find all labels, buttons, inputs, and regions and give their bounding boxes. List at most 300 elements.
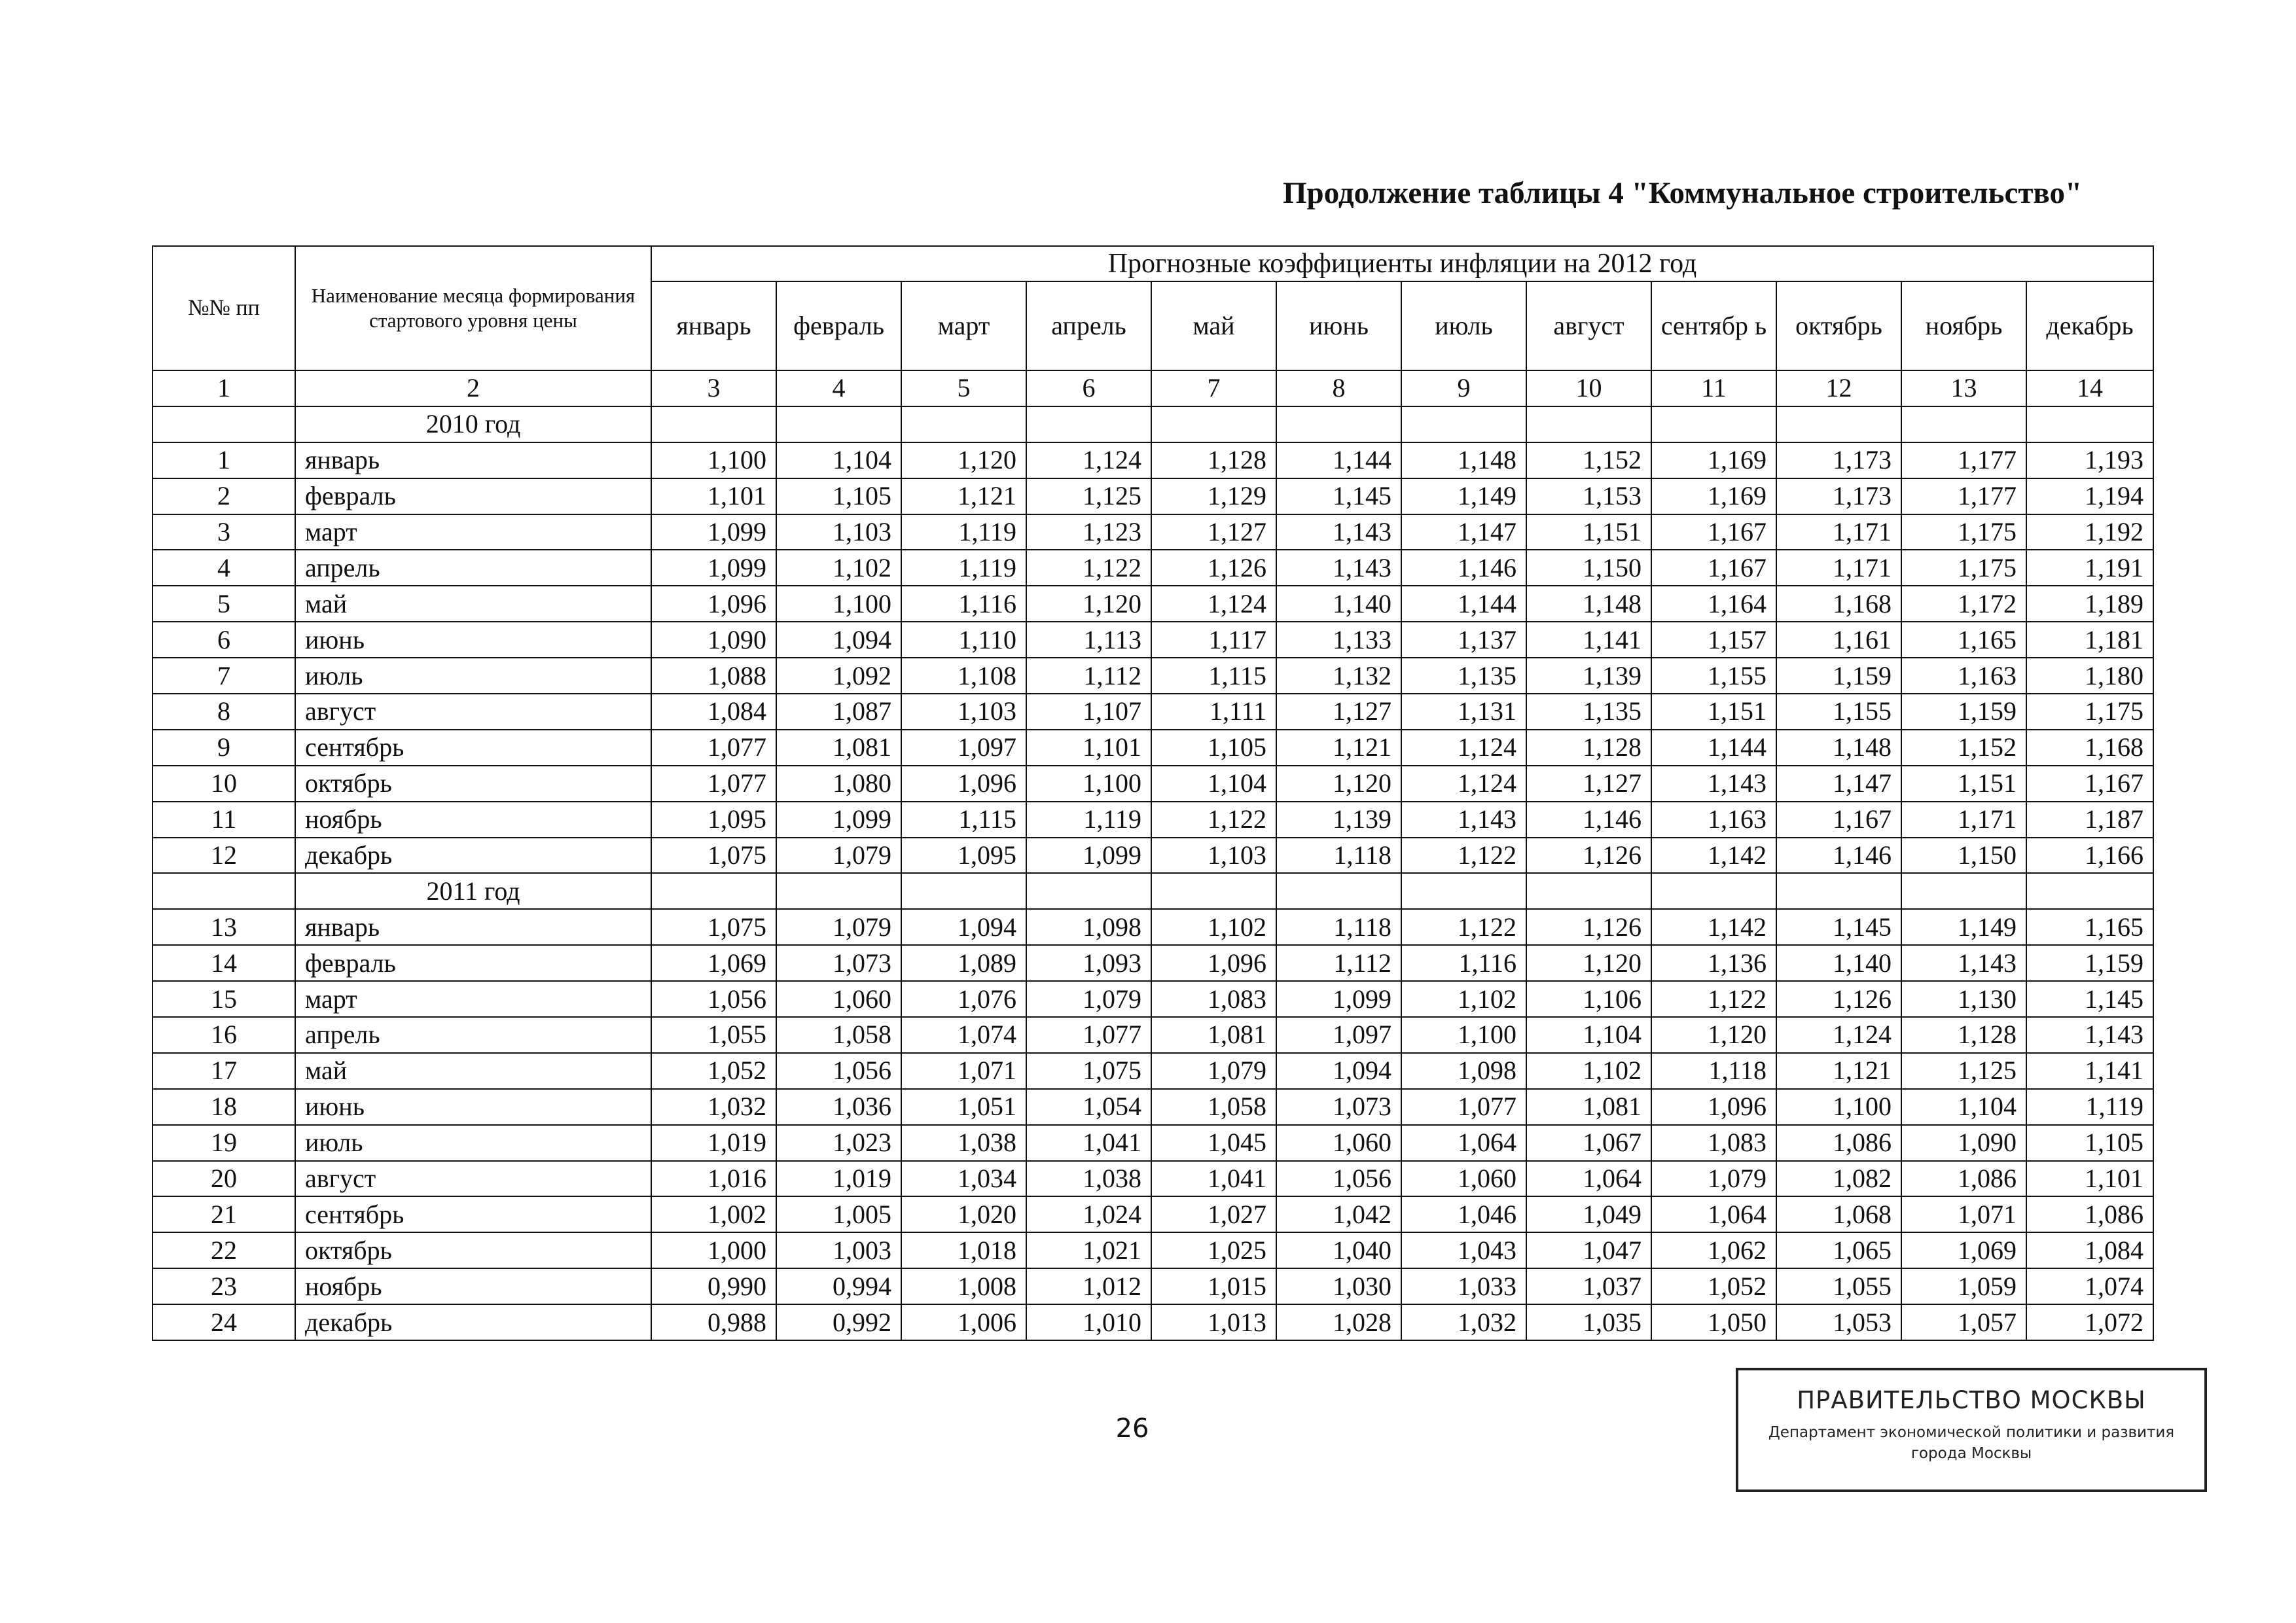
coefficient-cell: 1,034	[901, 1161, 1026, 1197]
coefficient-cell: 1,040	[1276, 1232, 1401, 1268]
coefficient-cell: 1,159	[1901, 694, 2026, 730]
coefficient-cell: 1,123	[1026, 514, 1151, 550]
row-month-name: март	[295, 514, 651, 550]
empty-cell	[1651, 873, 1776, 909]
row-month-name: сентябрь	[295, 730, 651, 766]
row-month-name: декабрь	[295, 838, 651, 874]
coefficient-cell: 1,092	[776, 658, 901, 694]
coefficient-cell: 1,035	[1526, 1304, 1651, 1340]
coefficient-cell: 1,030	[1276, 1268, 1401, 1304]
coefficient-cell: 1,081	[776, 730, 901, 766]
table-row	[152, 1053, 2153, 1089]
coefficient-cell: 1,152	[1901, 730, 2026, 766]
coefficient-cell: 1,060	[776, 981, 901, 1017]
coefficient-cell: 1,151	[1901, 766, 2026, 802]
coefficient-cell: 1,127	[1151, 514, 1276, 550]
coefficient-cell: 1,084	[2026, 1232, 2153, 1268]
coefficient-cell: 1,167	[1651, 514, 1776, 550]
coefficient-cell: 1,038	[901, 1125, 1026, 1161]
coefficient-cell: 1,033	[1401, 1268, 1526, 1304]
coefficient-cell: 1,146	[1526, 802, 1651, 838]
row-number: 10	[152, 766, 295, 802]
empty-cell	[1526, 873, 1651, 909]
coefficient-cell: 1,149	[1401, 478, 1526, 514]
coefficient-cell: 1,171	[1776, 514, 1901, 550]
row-number: 11	[152, 802, 295, 838]
coefficient-cell: 1,139	[1276, 802, 1401, 838]
table-row	[152, 1125, 2153, 1161]
row-number: 23	[152, 1268, 295, 1304]
coefficient-cell: 1,128	[1526, 730, 1651, 766]
coefficient-cell: 1,121	[901, 478, 1026, 514]
document-title: Продолжение таблицы 4 "Коммунальное строительство"	[1283, 176, 2083, 210]
row-number: 20	[152, 1161, 295, 1197]
row-number: 14	[152, 945, 295, 981]
coefficient-cell: 1,112	[1276, 945, 1401, 981]
coefficient-cell: 1,147	[1401, 514, 1526, 550]
row-number: 24	[152, 1304, 295, 1340]
table-row	[152, 730, 2153, 766]
coefficient-cell: 1,165	[1901, 622, 2026, 658]
coefficient-cell: 1,148	[1526, 586, 1651, 622]
coefficient-cell: 1,081	[1526, 1089, 1651, 1125]
empty-cell	[152, 873, 295, 909]
coefficient-cell: 1,120	[1651, 1017, 1776, 1053]
row-number: 6	[152, 622, 295, 658]
coefficient-cell: 1,015	[1151, 1268, 1276, 1304]
coefficient-cell: 1,159	[2026, 945, 2153, 981]
coefficient-cell: 1,043	[1401, 1232, 1526, 1268]
coefficient-cell: 1,076	[901, 981, 1026, 1017]
coefficient-cell: 1,124	[1401, 730, 1526, 766]
coefficient-cell: 1,096	[901, 766, 1026, 802]
coefficient-cell: 1,121	[1776, 1053, 1901, 1089]
empty-cell	[1026, 406, 1151, 442]
coefficient-cell: 1,169	[1651, 442, 1776, 478]
empty-cell	[1151, 406, 1276, 442]
coefficient-cell: 1,016	[651, 1161, 776, 1197]
coefficient-cell: 1,069	[651, 945, 776, 981]
coefficient-cell: 1,189	[2026, 586, 2153, 622]
coefficient-cell: 1,126	[1526, 838, 1651, 874]
row-number: 9	[152, 730, 295, 766]
coefficient-cell: 1,125	[1026, 478, 1151, 514]
coefficient-cell: 1,191	[2026, 550, 2153, 586]
coefficient-cell: 1,141	[1526, 622, 1651, 658]
table-row	[152, 658, 2153, 694]
coefficient-cell: 1,146	[1776, 838, 1901, 874]
coefficient-cell: 1,161	[1776, 622, 1901, 658]
coefficient-cell: 1,120	[1026, 586, 1151, 622]
table-row	[152, 1232, 2153, 1268]
coefficient-cell: 1,013	[1151, 1304, 1276, 1340]
coefficient-cell: 1,120	[1526, 945, 1651, 981]
coefficient-cell: 1,122	[1401, 909, 1526, 945]
table-row	[152, 981, 2153, 1017]
column-number-cell: 12	[1776, 370, 1901, 406]
coefficient-cell: 1,098	[1026, 909, 1151, 945]
row-number: 5	[152, 586, 295, 622]
coefficient-cell: 1,145	[1776, 909, 1901, 945]
empty-cell	[1026, 873, 1151, 909]
coefficient-cell: 1,126	[1776, 981, 1901, 1017]
table-row	[152, 586, 2153, 622]
coefficient-cell: 1,099	[651, 514, 776, 550]
coefficient-cell: 1,087	[776, 694, 901, 730]
coefficient-cell: 1,100	[776, 586, 901, 622]
coefficient-cell: 1,045	[1151, 1125, 1276, 1161]
coefficient-cell: 1,116	[1401, 945, 1526, 981]
empty-cell	[901, 873, 1026, 909]
coefficient-cell: 1,140	[1776, 945, 1901, 981]
table-row	[152, 1089, 2153, 1125]
empty-cell	[1276, 406, 1401, 442]
coefficient-cell: 1,056	[1276, 1161, 1401, 1197]
year-row	[152, 873, 2153, 909]
coefficient-cell: 1,143	[1401, 802, 1526, 838]
coefficient-cell: 1,058	[776, 1017, 901, 1053]
coefficient-cell: 1,058	[1151, 1089, 1276, 1125]
coefficient-cell: 1,122	[1026, 550, 1151, 586]
coefficient-cell: 1,131	[1401, 694, 1526, 730]
coefficient-cell: 1,135	[1526, 694, 1651, 730]
coefficient-cell: 1,082	[1776, 1161, 1901, 1197]
table-row	[152, 694, 2153, 730]
coefficient-cell: 1,097	[901, 730, 1026, 766]
coefficient-cell: 1,105	[776, 478, 901, 514]
coefficient-cell: 1,100	[1401, 1017, 1526, 1053]
coefficient-cell: 1,139	[1526, 658, 1651, 694]
coefficient-cell: 1,175	[1901, 550, 2026, 586]
coefficient-cell: 1,057	[1901, 1304, 2026, 1340]
coefficient-cell: 1,104	[1901, 1089, 2026, 1125]
coefficient-cell: 1,080	[776, 766, 901, 802]
coefficient-cell: 1,077	[1026, 1017, 1151, 1053]
table-row	[152, 1017, 2153, 1053]
coefficient-cell: 1,072	[2026, 1304, 2153, 1340]
table-row	[152, 945, 2153, 981]
row-month-name: апрель	[295, 550, 651, 586]
col-month-name-header: Наименование месяца формирования стартового уровня цены	[295, 246, 651, 370]
empty-cell	[1401, 873, 1526, 909]
empty-cell	[1526, 406, 1651, 442]
coefficient-cell: 1,028	[1276, 1304, 1401, 1340]
coefficient-cell: 1,099	[776, 802, 901, 838]
row-month-name: май	[295, 586, 651, 622]
coefficient-cell: 1,120	[901, 442, 1026, 478]
coefficient-cell: 1,021	[1026, 1232, 1151, 1268]
coefficient-cell: 1,108	[901, 658, 1026, 694]
coefficient-cell: 1,010	[1026, 1304, 1151, 1340]
row-number: 3	[152, 514, 295, 550]
table-row	[152, 1196, 2153, 1232]
inflation-coefficients-table	[152, 245, 2154, 1341]
column-number-cell: 9	[1401, 370, 1526, 406]
coefficient-cell: 1,069	[1901, 1232, 2026, 1268]
empty-cell	[1776, 873, 1901, 909]
coefficient-cell: 1,067	[1526, 1125, 1651, 1161]
coefficient-cell: 1,041	[1026, 1125, 1151, 1161]
coefficient-cell: 1,145	[2026, 981, 2153, 1017]
table-row	[152, 802, 2153, 838]
coefficient-cell: 1,166	[2026, 838, 2153, 874]
coefficient-cell: 1,141	[2026, 1053, 2153, 1089]
coefficient-cell: 1,147	[1776, 766, 1901, 802]
table-row	[152, 1161, 2153, 1197]
row-month-name: октябрь	[295, 1232, 651, 1268]
row-number: 2	[152, 478, 295, 514]
coefficient-cell: 1,164	[1651, 586, 1776, 622]
column-number-cell: 6	[1026, 370, 1151, 406]
coefficient-cell: 1,097	[1276, 1017, 1401, 1053]
coefficient-cell: 1,090	[1901, 1125, 2026, 1161]
coefficient-cell: 1,079	[776, 909, 901, 945]
coefficient-cell: 1,102	[1526, 1053, 1651, 1089]
coefficient-cell: 1,005	[776, 1196, 901, 1232]
coefficient-cell: 1,104	[1151, 766, 1276, 802]
coefficient-cell: 1,143	[1651, 766, 1776, 802]
row-number: 15	[152, 981, 295, 1017]
coefficient-cell: 1,079	[1151, 1053, 1276, 1089]
coefficient-cell: 1,118	[1276, 909, 1401, 945]
coefficient-cell: 1,086	[2026, 1196, 2153, 1232]
table-row	[152, 550, 2153, 586]
coefficient-cell: 1,106	[1526, 981, 1651, 1017]
row-month-name: октябрь	[295, 766, 651, 802]
coefficient-cell: 1,136	[1651, 945, 1776, 981]
coefficient-cell: 1,071	[1901, 1196, 2026, 1232]
column-number-cell: 5	[901, 370, 1026, 406]
coefficient-cell: 1,059	[1901, 1268, 2026, 1304]
coefficient-cell: 1,102	[1401, 981, 1526, 1017]
month-header: февраль	[776, 281, 901, 370]
coefficient-cell: 1,073	[776, 945, 901, 981]
month-header: ноябрь	[1901, 281, 2026, 370]
year-label: 2011 год	[295, 873, 651, 909]
coefficient-cell: 1,155	[1651, 658, 1776, 694]
column-number-cell: 11	[1651, 370, 1776, 406]
table-row	[152, 838, 2153, 874]
month-header: май	[1151, 281, 1276, 370]
column-number-cell: 4	[776, 370, 901, 406]
coefficient-cell: 1,129	[1151, 478, 1276, 514]
row-number: 13	[152, 909, 295, 945]
coefficient-cell: 1,175	[1901, 514, 2026, 550]
column-number-cell: 8	[1276, 370, 1401, 406]
coefficient-cell: 1,077	[1401, 1089, 1526, 1125]
group-header: Прогнозные коэффициенты инфляции на 2012 год	[651, 246, 2153, 281]
coefficient-cell: 1,056	[776, 1053, 901, 1089]
coefficient-cell: 1,096	[651, 586, 776, 622]
coefficient-cell: 1,127	[1276, 694, 1401, 730]
row-month-name: июль	[295, 658, 651, 694]
coefficient-cell: 1,081	[1151, 1017, 1276, 1053]
coefficient-cell: 1,124	[1151, 586, 1276, 622]
coefficient-cell: 1,146	[1401, 550, 1526, 586]
coefficient-cell: 1,055	[651, 1017, 776, 1053]
coefficient-cell: 1,049	[1526, 1196, 1651, 1232]
coefficient-cell: 1,155	[1776, 694, 1901, 730]
empty-cell	[901, 406, 1026, 442]
coefficient-cell: 1,119	[1026, 802, 1151, 838]
coefficient-cell: 1,124	[1401, 766, 1526, 802]
empty-cell	[2026, 873, 2153, 909]
coefficient-cell: 1,130	[1901, 981, 2026, 1017]
coefficient-cell: 1,099	[1276, 981, 1401, 1017]
coefficient-cell: 1,105	[1151, 730, 1276, 766]
coefficient-cell: 1,192	[2026, 514, 2153, 550]
empty-cell	[1276, 873, 1401, 909]
coefficient-cell: 1,090	[651, 622, 776, 658]
coefficient-cell: 1,012	[1026, 1268, 1151, 1304]
coefficient-cell: 1,102	[1151, 909, 1276, 945]
coefficient-cell: 1,150	[1901, 838, 2026, 874]
coefficient-cell: 1,122	[1651, 981, 1776, 1017]
table-body	[152, 370, 2153, 1340]
coefficient-cell: 1,181	[2026, 622, 2153, 658]
coefficient-cell: 1,003	[776, 1232, 901, 1268]
coefficient-cell: 1,096	[1151, 945, 1276, 981]
coefficient-cell: 1,193	[2026, 442, 2153, 478]
row-month-name: июль	[295, 1125, 651, 1161]
coefficient-cell: 1,099	[651, 550, 776, 586]
coefficient-cell: 1,169	[1651, 478, 1776, 514]
coefficient-cell: 1,079	[1651, 1161, 1776, 1197]
coefficient-cell: 1,095	[901, 838, 1026, 874]
coefficient-cell: 1,171	[1776, 550, 1901, 586]
coefficient-cell: 1,159	[1776, 658, 1901, 694]
table-row	[152, 909, 2153, 945]
coefficient-cell: 1,142	[1651, 909, 1776, 945]
coefficient-cell: 1,151	[1526, 514, 1651, 550]
coefficient-cell: 1,126	[1526, 909, 1651, 945]
coefficient-cell: 1,023	[776, 1125, 901, 1161]
table-row	[152, 622, 2153, 658]
coefficient-cell: 1,124	[1026, 442, 1151, 478]
row-month-name: август	[295, 1161, 651, 1197]
coefficient-cell: 1,124	[1776, 1017, 1901, 1053]
coefficient-cell: 1,103	[776, 514, 901, 550]
coefficient-cell: 1,120	[1276, 766, 1401, 802]
coefficient-cell: 1,053	[1776, 1304, 1901, 1340]
coefficient-cell: 1,038	[1026, 1161, 1151, 1197]
coefficient-cell: 1,086	[1901, 1161, 2026, 1197]
empty-cell	[1901, 873, 2026, 909]
coefficient-cell: 1,052	[651, 1053, 776, 1089]
empty-cell	[1776, 406, 1901, 442]
coefficient-cell: 1,167	[2026, 766, 2153, 802]
coefficient-cell: 1,075	[651, 909, 776, 945]
table-row	[152, 766, 2153, 802]
coefficient-cell: 1,006	[901, 1304, 1026, 1340]
row-number: 1	[152, 442, 295, 478]
coefficient-cell: 1,083	[1151, 981, 1276, 1017]
row-month-name: февраль	[295, 478, 651, 514]
coefficient-cell: 1,079	[1026, 981, 1151, 1017]
coefficient-cell: 1,027	[1151, 1196, 1276, 1232]
coefficient-cell: 1,094	[901, 909, 1026, 945]
coefficient-cell: 1,052	[1651, 1268, 1776, 1304]
coefficient-cell: 1,177	[1901, 478, 2026, 514]
coefficient-cell: 1,060	[1401, 1161, 1526, 1197]
coefficient-cell: 1,128	[1901, 1017, 2026, 1053]
coefficient-cell: 1,119	[901, 550, 1026, 586]
coefficient-cell: 1,020	[901, 1196, 1026, 1232]
coefficient-cell: 1,104	[776, 442, 901, 478]
coefficient-cell: 1,180	[2026, 658, 2153, 694]
coefficient-cell: 1,194	[2026, 478, 2153, 514]
row-number: 17	[152, 1053, 295, 1089]
coefficient-cell: 1,036	[776, 1089, 901, 1125]
empty-cell	[1151, 873, 1276, 909]
coefficient-cell: 1,163	[1651, 802, 1776, 838]
coefficient-cell: 1,019	[651, 1125, 776, 1161]
column-number-cell: 14	[2026, 370, 2153, 406]
coefficient-cell: 1,173	[1776, 478, 1901, 514]
coefficient-cell: 1,163	[1901, 658, 2026, 694]
empty-cell	[1651, 406, 1776, 442]
coefficient-cell: 1,107	[1026, 694, 1151, 730]
coefficient-cell: 1,104	[1526, 1017, 1651, 1053]
row-month-name: май	[295, 1053, 651, 1089]
coefficient-cell: 1,086	[1776, 1125, 1901, 1161]
coefficient-cell: 0,990	[651, 1268, 776, 1304]
column-number-cell: 10	[1526, 370, 1651, 406]
coefficient-cell: 1,062	[1651, 1232, 1776, 1268]
month-header: январь	[651, 281, 776, 370]
row-month-name: август	[295, 694, 651, 730]
coefficient-cell: 1,103	[901, 694, 1026, 730]
coefficient-cell: 1,144	[1651, 730, 1776, 766]
row-number: 4	[152, 550, 295, 586]
coefficient-cell: 1,118	[1651, 1053, 1776, 1089]
coefficient-cell: 1,172	[1901, 586, 2026, 622]
coefficient-cell: 1,151	[1651, 694, 1776, 730]
coefficient-cell: 1,143	[2026, 1017, 2153, 1053]
coefficient-cell: 1,064	[1526, 1161, 1651, 1197]
coefficient-cell: 1,118	[1276, 838, 1401, 874]
coefficient-cell: 1,157	[1651, 622, 1776, 658]
coefficient-cell: 1,119	[2026, 1089, 2153, 1125]
month-header: октябрь	[1776, 281, 1901, 370]
empty-cell	[2026, 406, 2153, 442]
row-month-name: сентябрь	[295, 1196, 651, 1232]
coefficient-cell: 1,084	[651, 694, 776, 730]
table-row	[152, 514, 2153, 550]
coefficient-cell: 1,055	[1776, 1268, 1901, 1304]
coefficient-cell: 1,054	[1026, 1089, 1151, 1125]
coefficient-cell: 1,077	[651, 766, 776, 802]
coefficient-cell: 1,153	[1526, 478, 1651, 514]
row-month-name: июнь	[295, 1089, 651, 1125]
coefficient-cell: 0,994	[776, 1268, 901, 1304]
coefficient-cell: 1,101	[1026, 730, 1151, 766]
coefficient-cell: 1,150	[1526, 550, 1651, 586]
coefficient-cell: 1,074	[2026, 1268, 2153, 1304]
month-header: сентябр ь	[1651, 281, 1776, 370]
col-number-header: №№ пп	[152, 246, 295, 370]
coefficient-cell: 1,175	[2026, 694, 2153, 730]
row-month-name: декабрь	[295, 1304, 651, 1340]
coefficient-cell: 1,143	[1901, 945, 2026, 981]
coefficient-cell: 1,100	[651, 442, 776, 478]
coefficient-cell: 1,144	[1401, 586, 1526, 622]
coefficient-cell: 1,074	[901, 1017, 1026, 1053]
coefficient-cell: 1,103	[1151, 838, 1276, 874]
coefficient-cell: 1,041	[1151, 1161, 1276, 1197]
coefficient-cell: 1,065	[1776, 1232, 1901, 1268]
coefficient-cell: 1,116	[901, 586, 1026, 622]
